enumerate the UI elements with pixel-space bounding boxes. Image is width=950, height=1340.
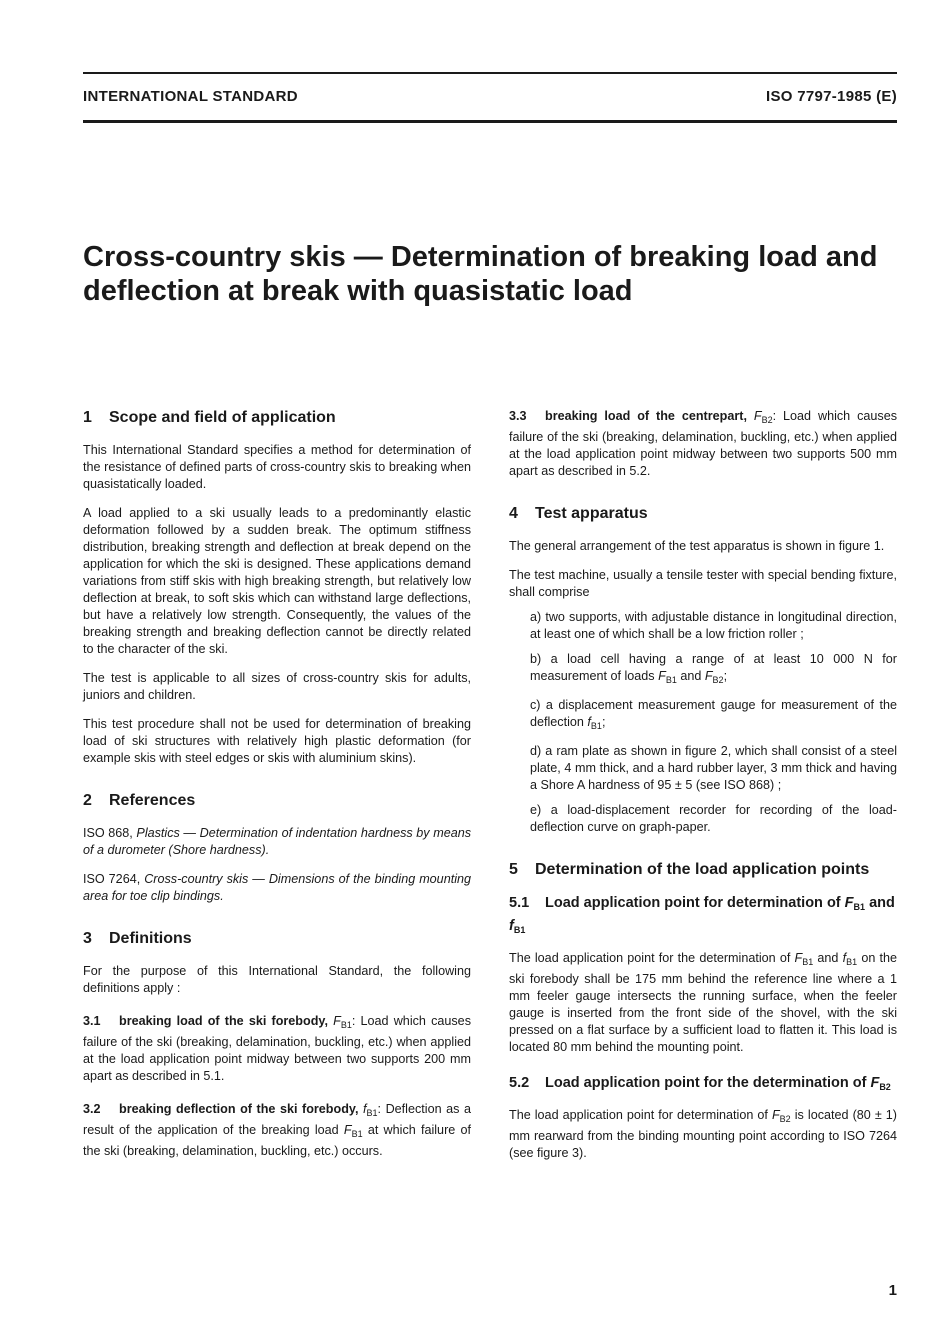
definition-3-2: 3.2 breaking deflection of the ski forebody, $f_{B1}$: Deflection as a result of the application of the breaking load $F_{B1}$ at which failure of the ski (breaking, delamination, buckling, etc.) occurs.: [83, 1102, 471, 1158]
section-5-2-heading: 5.2 Load application point for the determination of $F_{B2}$: [509, 1075, 891, 1092]
top-rule: [83, 72, 897, 74]
section-3-heading: 3 Definitions: [83, 930, 192, 947]
paragraph: The load application point for the determination of $F_{B1}$ and $f_{B1}$ on the ski forebody shall be 175 mm behind the reference line where a 1 mm feeler gauge intersects the running surface, when the feeler gauge is inserted from the front side of the shovel, with the ski pressed on a flat surface by a sufficient load to flatten it. This load is located 80 mm behind the mounting point.: [509, 951, 898, 1054]
paragraph: A load applied to a ski usually leads to a predominantly elastic deformation followed by a sudden break. The optimum stiffness distribution, breaking strength and deflection at break depend on the application for which the ski is designed. These applications demand variations from stiff skis with high breaking strength, but relatively low deflection at break, to soft skis which can withstand large deflections, but have a relatively low strength. Consequently, the values of the breaking strength and breaking deflection cannot be directly related to the character of the ski.: [83, 506, 471, 656]
list-item-e: e) a load-displacement recorder for recording of the load-deflection curve on graph-paper.: [530, 803, 897, 834]
paragraph: The load application point for determination of $F_{B2}$ is located (80 ± 1) mm rearward from the binding mounting point according to ISO 7264 (see figure 3).: [509, 1108, 898, 1160]
page-number: 1: [888, 1282, 897, 1299]
paragraph: The general arrangement of the test apparatus is shown in figure 1.: [509, 539, 885, 553]
list-item-b: b) a load cell having a range of at least 10 000 N for measurement of loads $F_{B1}$ and $F_{B2}$;: [530, 652, 897, 685]
reference-iso-7264: ISO 7264, Cross-country skis — Dimensions of the binding mounting area for toe clip bindings.: [83, 872, 471, 903]
list-item-d: d) a ram plate as shown in figure 2, which shall consist of a steel plate, 4 mm thick, and a hard rubber layer, 3 mm thick and having a Shore A hardness of 95 ± 5 (see ISO 868) ;: [530, 744, 897, 792]
paragraph: For the purpose of this International Standard, the following definitions apply :: [83, 964, 471, 995]
left-column: [83, 408, 471, 1172]
section-5-heading: 5 Determination of the load application points: [509, 861, 870, 878]
definition-3-1: 3.1 breaking load of the ski forebody, $F_{B1}$: Load which causes failure of the ski (breaking, delamination, buckling, etc.) when applied at the load application point midway between two supports 200 mm apart as described in 5.1.: [83, 1014, 471, 1083]
section-5-1-heading: 5.1 Load application point for determination of $F_{B1}$ and $f_{B1}$: [509, 895, 895, 935]
list-item-a: a) two supports, with adjustable distance in longitudinal direction, at least one of which shall be a low friction roller ;: [530, 610, 897, 641]
reference-iso-868: ISO 868, Plastics — Determination of indentation hardness by means of a durometer (Shore hardness).: [83, 826, 471, 857]
right-column: [509, 408, 897, 1174]
section-2-heading: 2 References: [83, 792, 196, 809]
paragraph: The test machine, usually a tensile tester with special bending fixture, shall comprise: [509, 568, 897, 599]
header-standard-label: INTERNATIONAL STANDARD: [83, 88, 298, 105]
header-document-number: ISO 7797-1985 (E): [765, 88, 897, 105]
list-item-c: c) a displacement measurement gauge for measurement of the deflection $f_{B1}$;: [530, 698, 897, 731]
paragraph: This International Standard specifies a method for determination of the resistance of defined parts of cross-country skis to breaking when quasistatically loaded.: [83, 443, 471, 491]
definition-3-3: 3.3 breaking load of the centrepart, $F_{B2}$: Load which causes failure of the ski (breaking, delamination, buckling, etc.) when applied at the load application point midway between two supports 500 mm apart as described in 5.2.: [509, 409, 897, 478]
header-rule: [83, 120, 897, 123]
page-title: Cross-country skis — Determination of breaking load and deflection at break with quasistatic load: [83, 241, 878, 307]
paragraph: This test procedure shall not be used for determination of breaking load of ski structures with relatively high plastic deformation (for example skis with steel edges or skis with aluminium skins).: [83, 717, 471, 765]
section-1-heading: 1 Scope and field of application: [83, 409, 336, 426]
section-4-heading: 4 Test apparatus: [509, 505, 648, 522]
paragraph: The test is applicable to all sizes of cross-country skis for adults, juniors and children.: [83, 671, 471, 702]
